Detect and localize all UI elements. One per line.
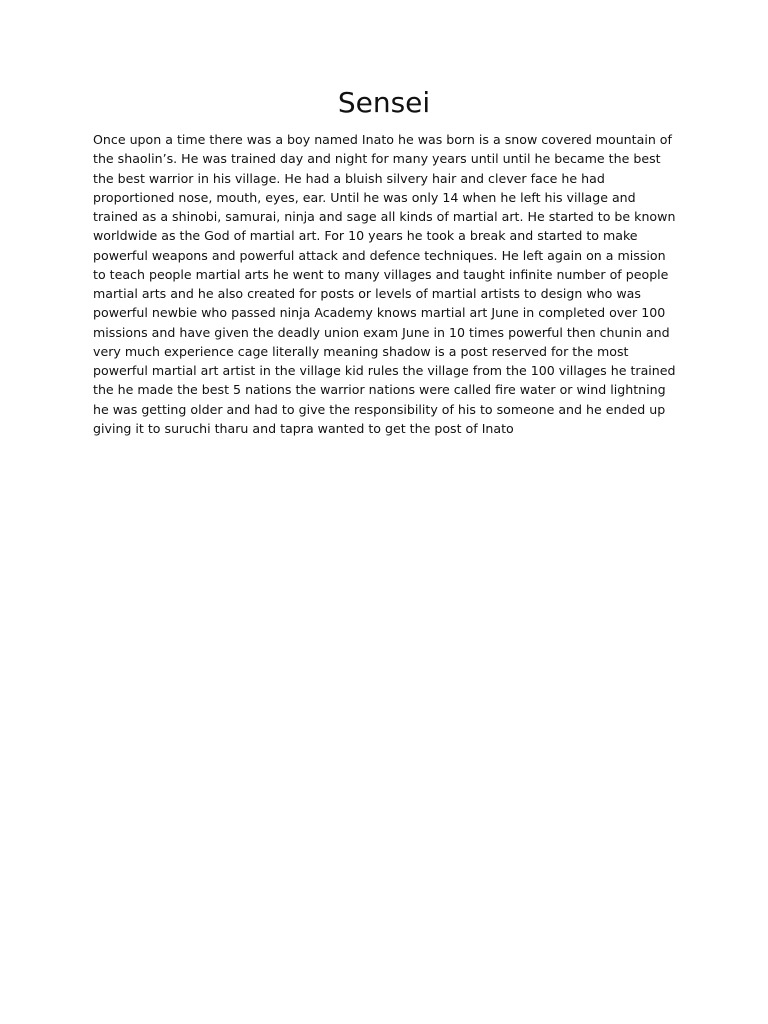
paragraph-line: proportioned nose, mouth, eyes, ear. Until he was only 14 when he left his village and xyxy=(93,189,636,205)
paragraph-line: the shaolin’s. He was trained day and night for many years until until he became the best xyxy=(93,151,661,167)
paragraph-line: the he made the best 5 nations the warrior nations were called fire water or wind lightning xyxy=(93,382,666,398)
paragraph-line: worldwide as the God of martial art. For 10 years he took a break and started to make xyxy=(93,228,638,244)
paragraph-line: he was getting older and had to give the responsibility of his to someone and he ended up xyxy=(93,401,666,417)
paragraph-line: powerful martial art artist in the village kid rules the village from the 100 villages he trained xyxy=(93,363,676,378)
paragraph-line: powerful weapons and powerful attack and defence techniques. He left again on a mission xyxy=(93,247,666,263)
paragraph-line: martial arts and he also created for posts or levels of martial artists to design who was xyxy=(93,286,641,301)
paragraph-line: very much experience cage literally meaning shadow is a post reserved for the most xyxy=(93,343,629,359)
page-title: Sensei xyxy=(337,86,431,119)
paragraph-line: to teach people martial arts he went to many villages and taught infinite number of people xyxy=(93,266,669,282)
paragraph-line: the best warrior in his village. He had a bluish silvery hair and clever face he had xyxy=(93,170,605,186)
paragraph-line: trained as a shinobi, samurai, ninja and sage all kinds of martial art. He started to be known xyxy=(93,209,676,224)
paragraph-line: Once upon a time there was a boy named Inato he was born is a snow covered mountain of xyxy=(93,132,672,147)
paragraph-line: giving it to suruchi tharu and tapra wanted to get the post of Inato xyxy=(93,420,514,436)
paragraph-line: missions and have given the deadly union exam June in 10 times powerful then chunin and xyxy=(93,324,670,340)
story-paragraph xyxy=(93,130,676,438)
paragraph-line: powerful newbie who passed ninja Academy knows martial art June in completed over 100 xyxy=(93,305,666,321)
